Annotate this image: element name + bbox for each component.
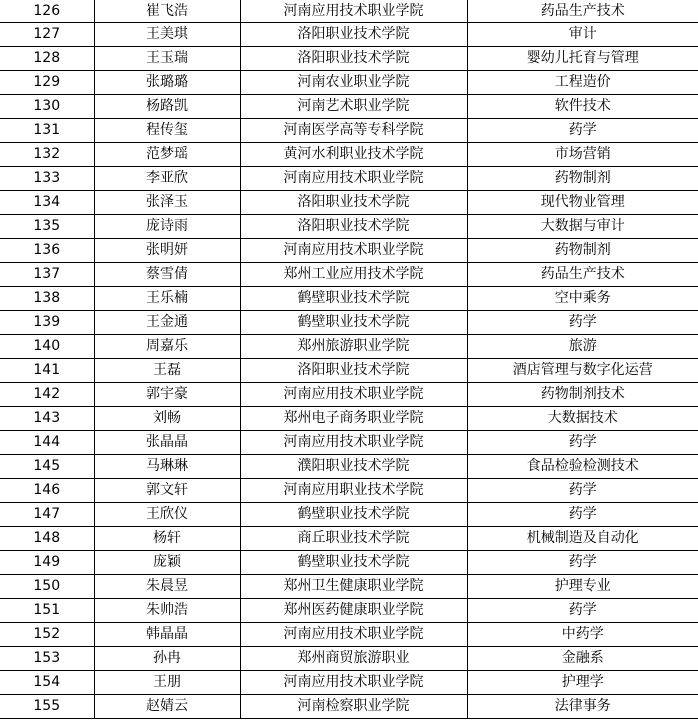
school-name-cell: 郑州商贸旅游职业: [240, 647, 467, 671]
row-number-cell: 134: [0, 191, 94, 215]
major-name-cell: 旅游: [467, 335, 698, 359]
major-name-cell: 工程造价: [467, 71, 698, 95]
table-row: [0, 311, 698, 335]
major-name-cell: 婴幼儿托育与管理: [467, 47, 698, 71]
student-name-cell: 张明妍: [94, 239, 240, 263]
student-name-cell: 王朋: [94, 671, 240, 695]
major-name-cell: 药品生产技术: [467, 263, 698, 287]
table-row: [0, 383, 698, 407]
table-row: [0, 359, 698, 383]
table-row: [0, 143, 698, 167]
row-number-cell: 148: [0, 527, 94, 551]
student-name-cell: 庞诗雨: [94, 215, 240, 239]
row-number-cell: 132: [0, 143, 94, 167]
major-name-cell: 药学: [467, 431, 698, 455]
student-name-cell: 韩晶晶: [94, 623, 240, 647]
school-name-cell: 鹤壁职业技术学院: [240, 287, 467, 311]
table-row: [0, 503, 698, 527]
major-name-cell: 药物制剂技术: [467, 383, 698, 407]
major-name-cell: 药品生产技术: [467, 0, 698, 23]
student-name-cell: 张晶晶: [94, 431, 240, 455]
major-name-cell: 药学: [467, 311, 698, 335]
table-row: [0, 479, 698, 503]
table-row: [0, 95, 698, 119]
major-name-cell: 中药学: [467, 623, 698, 647]
student-name-cell: 刘畅: [94, 407, 240, 431]
table-row: [0, 191, 698, 215]
row-number-cell: 149: [0, 551, 94, 575]
row-number-cell: 126: [0, 0, 94, 23]
student-name-cell: 马琳琳: [94, 455, 240, 479]
row-number-cell: 142: [0, 383, 94, 407]
major-name-cell: 药学: [467, 479, 698, 503]
school-name-cell: 洛阳职业技术学院: [240, 23, 467, 47]
row-number-cell: 143: [0, 407, 94, 431]
student-name-cell: 王美琪: [94, 23, 240, 47]
major-name-cell: 机械制造及自动化: [467, 527, 698, 551]
student-name-cell: 郭文轩: [94, 479, 240, 503]
table-row: [0, 287, 698, 311]
student-name-cell: 王欣仪: [94, 503, 240, 527]
major-name-cell: 现代物业管理: [467, 191, 698, 215]
row-number-cell: 154: [0, 671, 94, 695]
major-name-cell: 市场营销: [467, 143, 698, 167]
row-number-cell: 131: [0, 119, 94, 143]
student-name-cell: 杨轩: [94, 527, 240, 551]
student-name-cell: 蔡雪倩: [94, 263, 240, 287]
row-number-cell: 136: [0, 239, 94, 263]
school-name-cell: 濮阳职业技术学院: [240, 455, 467, 479]
student-name-cell: 孙冉: [94, 647, 240, 671]
major-name-cell: 护理专业: [467, 575, 698, 599]
table-row: [0, 239, 698, 263]
row-number-cell: 128: [0, 47, 94, 71]
school-name-cell: 河南医学高等专科学院: [240, 119, 467, 143]
table-row: [0, 335, 698, 359]
school-name-cell: 河南应用技术职业学院: [240, 623, 467, 647]
table-row: [0, 599, 698, 623]
major-name-cell: 金融系: [467, 647, 698, 671]
row-number-cell: 135: [0, 215, 94, 239]
school-name-cell: 河南应用技术职业学院: [240, 239, 467, 263]
row-number-cell: 150: [0, 575, 94, 599]
major-name-cell: 药学: [467, 503, 698, 527]
row-number-cell: 130: [0, 95, 94, 119]
table-row: [0, 647, 698, 671]
school-name-cell: 洛阳职业技术学院: [240, 215, 467, 239]
school-name-cell: 鹤壁职业技术学院: [240, 503, 467, 527]
row-number-cell: 152: [0, 623, 94, 647]
student-name-cell: 赵婧云: [94, 695, 240, 719]
row-number-cell: 129: [0, 71, 94, 95]
table-row: [0, 575, 698, 599]
row-number-cell: 141: [0, 359, 94, 383]
major-name-cell: 药物制剂: [467, 167, 698, 191]
school-name-cell: 郑州卫生健康职业学院: [240, 575, 467, 599]
major-name-cell: 药学: [467, 119, 698, 143]
row-number-cell: 151: [0, 599, 94, 623]
table-row: [0, 167, 698, 191]
school-name-cell: 洛阳职业技术学院: [240, 191, 467, 215]
student-name-cell: 王金通: [94, 311, 240, 335]
major-name-cell: 护理学: [467, 671, 698, 695]
student-name-cell: 崔飞浩: [94, 0, 240, 23]
school-name-cell: 河南应用技术职业学院: [240, 383, 467, 407]
table-row: [0, 431, 698, 455]
student-name-cell: 张璐璐: [94, 71, 240, 95]
student-name-cell: 王磊: [94, 359, 240, 383]
table-row: [0, 119, 698, 143]
row-number-cell: 133: [0, 167, 94, 191]
major-name-cell: 审计: [467, 23, 698, 47]
school-name-cell: 洛阳职业技术学院: [240, 359, 467, 383]
school-name-cell: 鹤壁职业技术学院: [240, 311, 467, 335]
table-row: [0, 407, 698, 431]
table-row: [0, 695, 698, 719]
major-name-cell: 食品检验检测技术: [467, 455, 698, 479]
school-name-cell: 河南农业职业学院: [240, 71, 467, 95]
table-row: [0, 623, 698, 647]
table-row: [0, 0, 698, 23]
school-name-cell: 河南应用职业技术学院: [240, 479, 467, 503]
student-name-cell: 朱帅浩: [94, 599, 240, 623]
school-name-cell: 河南艺术职业学院: [240, 95, 467, 119]
major-name-cell: 药学: [467, 599, 698, 623]
row-number-cell: 155: [0, 695, 94, 719]
school-name-cell: 河南应用技术职业学院: [240, 431, 467, 455]
school-name-cell: 河南应用技术职业学院: [240, 167, 467, 191]
school-name-cell: 郑州工业应用技术学院: [240, 263, 467, 287]
student-name-cell: 范梦瑶: [94, 143, 240, 167]
row-number-cell: 147: [0, 503, 94, 527]
table-row: [0, 215, 698, 239]
major-name-cell: 大数据技术: [467, 407, 698, 431]
table-row: [0, 263, 698, 287]
row-number-cell: 144: [0, 431, 94, 455]
major-name-cell: 大数据与审计: [467, 215, 698, 239]
major-name-cell: 空中乘务: [467, 287, 698, 311]
student-name-cell: 王乐楠: [94, 287, 240, 311]
major-name-cell: 酒店管理与数字化运营: [467, 359, 698, 383]
student-name-cell: 杨路凯: [94, 95, 240, 119]
major-name-cell: 药物制剂: [467, 239, 698, 263]
table-row: [0, 671, 698, 695]
major-name-cell: 药学: [467, 551, 698, 575]
student-name-cell: 朱晨昱: [94, 575, 240, 599]
row-number-cell: 139: [0, 311, 94, 335]
school-name-cell: 河南检察职业学院: [240, 695, 467, 719]
row-number-cell: 137: [0, 263, 94, 287]
school-name-cell: 鹤壁职业技术学院: [240, 551, 467, 575]
table-row: [0, 455, 698, 479]
school-name-cell: 郑州医药健康职业学院: [240, 599, 467, 623]
student-name-cell: 郭宇豪: [94, 383, 240, 407]
row-number-cell: 138: [0, 287, 94, 311]
table-row: [0, 527, 698, 551]
school-name-cell: 郑州旅游职业学院: [240, 335, 467, 359]
school-name-cell: 黄河水利职业技术学院: [240, 143, 467, 167]
student-name-cell: 张泽玉: [94, 191, 240, 215]
school-name-cell: 商丘职业技术学院: [240, 527, 467, 551]
row-number-cell: 146: [0, 479, 94, 503]
student-name-cell: 庞颖: [94, 551, 240, 575]
row-number-cell: 153: [0, 647, 94, 671]
major-name-cell: 法律事务: [467, 695, 698, 719]
school-name-cell: 河南应用技术职业学院: [240, 671, 467, 695]
table-row: [0, 47, 698, 71]
table-row: [0, 23, 698, 47]
student-name-cell: 王玉瑞: [94, 47, 240, 71]
student-name-cell: 李亚欣: [94, 167, 240, 191]
major-name-cell: 软件技术: [467, 95, 698, 119]
school-name-cell: 洛阳职业技术学院: [240, 47, 467, 71]
row-number-cell: 127: [0, 23, 94, 47]
student-name-cell: 程传玺: [94, 119, 240, 143]
school-name-cell: 河南应用技术职业学院: [240, 0, 467, 23]
table-row: [0, 551, 698, 575]
row-number-cell: 145: [0, 455, 94, 479]
school-name-cell: 郑州电子商务职业学院: [240, 407, 467, 431]
row-number-cell: 140: [0, 335, 94, 359]
student-name-cell: 周嘉乐: [94, 335, 240, 359]
table-row: [0, 71, 698, 95]
